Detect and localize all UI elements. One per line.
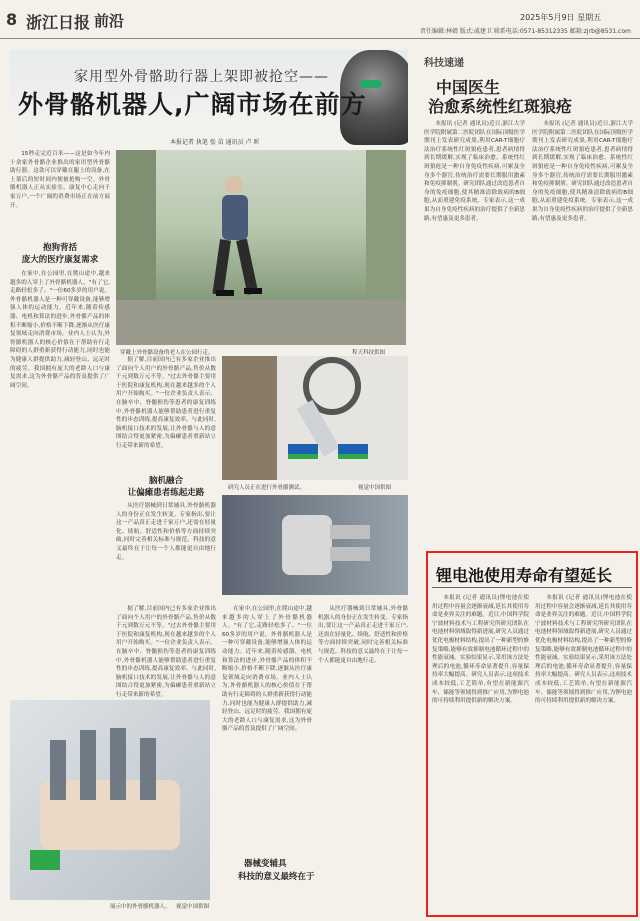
paper-name: 浙江日报: [26, 13, 91, 32]
lead-column-4: 在家中,在公园里,在爬山途中,越来越多的人穿上了外骨骼机器人。"有了它,走路轻松多了。"一位60多岁的用户说。外骨骼机器人是一种可穿戴设备,能够增强人体的运动能力。近年来,随着传感器、电机和算法的进步,外骨骼产品的体积不断缩小,价格不断下降,逐渐从医疗康复领域走向消费市场。业内人士认为,外骨骼机器人的核心价值在于帮助有行走障碍的人群重新获得行动能力,同时也能为健康人群提供助力,减轻登山、远足时的疲劳。我国拥有庞大的老龄人口与康复需求,这为外骨骼产品的普及提供了广阔空间。: [222, 606, 312, 733]
elderly-walking-photo: [116, 150, 406, 345]
lab-test-photo: [222, 356, 408, 480]
subhead-1: 抱狗背括: [42, 243, 77, 253]
caption-credit-1: 程天科技供图: [352, 350, 386, 356]
section-label: 科技速递: [424, 58, 464, 69]
lead-headline: 外骨骼机器人,广阔市场在前方: [18, 90, 367, 119]
story2-title-line1: 中国医生: [436, 78, 501, 97]
caption-1: 穿戴上外骨骼设备的老人在公园行走。: [120, 350, 214, 356]
section-name: 前沿: [94, 12, 125, 30]
editor-credits: 责任编辑:林婧 版式:戚建卫 联系电话:0571-85312335 邮箱:zjrb@8531.com: [420, 28, 631, 35]
robot-hand-icon: [222, 495, 408, 595]
page-number: 8: [6, 10, 18, 29]
walking-figure-icon: [116, 150, 406, 345]
masthead: [0, 0, 640, 39]
story2-body-col2: 本报讯 (记者 通讯员)近日,浙江大学医学院附属第二医院团队在国际顶级医学期刊上发表研究成果,利用CAR-T细胞疗法治疗系统性红斑狼疮患者,患者病情得到长期缓解,实现了临床治愈。系统性红斑狼疮是一种自身免疫性疾病,可累及全身多个器官,传统治疗需要长期服用激素和免疫抑制剂。研究团队通过改造患者自身的免疫细胞,使其精准清除致病的B细胞,从而重建免疫系统。专家表示,这一成果为自身免疫性疾病的治疗提供了全新思路,有望惠及更多患者。: [532, 121, 633, 222]
caption-credit-2: 视觉中国供图: [358, 485, 392, 491]
subhead-4: 让偏瘫患者练起走路: [127, 488, 205, 498]
subhead-3: 脑机融合: [148, 476, 183, 486]
caption-credit-3: 视觉中国供图: [176, 904, 210, 910]
lead-byline: 本报记者 执笔 张 苗 通讯员 卢 昕: [170, 139, 260, 146]
story2-title-line2: 治愈系统性红斑狼疮: [428, 97, 573, 116]
subhead-5: 器械变辅具: [244, 859, 287, 869]
lead-intro: 15秒走完近百米——这是如今年内十余家外骨骼企业推出的家用型外骨骼助行器。这款可以穿戴在腿上的设备,在上架后的短时间内便被抢购一空。外骨骼机器人正从实验室、康复中心走向千家万户,一个广阔的消费市场正在前方展开。: [10, 151, 110, 209]
gripper-photo: [222, 495, 408, 595]
exo-hand-photo: [10, 700, 210, 900]
subhead-2: 庞大的医疗康复需求: [21, 255, 99, 265]
lead-column-5: 从医疗器械到日常辅具,外骨骼机器人的身份正在发生转变。专家指出,要让这一产品真正走进千家万户,还需在轻量化、续航、舒适性和价格等方面持续突破,同时完善相关标准与规范。科技的意义最终在于让每一个人都能更自由地行走。: [318, 606, 408, 664]
lead-subtitle: 家用型外骨骼助行器上架即被抢空——: [74, 69, 329, 85]
lead-column-2b: 从医疗器械到日常辅具,外骨骼机器人的身份正在发生转变。专家指出,要让这一产品真正走进千家万户,还需在轻量化、续航、舒适性和价格等方面持续突破,同时完善相关标准与规范。科技的意义最终在于让每一个人都能更自由地行走。: [116, 503, 216, 561]
story3-body-col2: 本报讯 (记者 通讯员)锂电池在使用过程中容量会逐渐衰减,延长其使用寿命是业界关注的难题。近日,中国科学院宁波材料技术与工程研究所研究团队在电池材料领域取得新进展,研究人员通过优化电极材料结构,提出了一种新型的修复策略,能够有效抑制电池循环过程中的性能衰减。实验结果显示,采用该方法处理后的电池,循环寿命显著提升,容量保持率大幅提高。研究人员表示,这项技术成本较低,工艺简单,有望在新能源汽车、储能等领域得到推广应用,为锂电池的可持续利用提供新的解决方案。: [535, 595, 632, 705]
lead-column-2: 据了解,目前国内已有多家企业推出了面向个人用户的外骨骼产品,售价从数千元到数万元不等。"过去外骨骼主要用于医院和康复机构,现在越来越多的个人用户开始购买。"一位企业负责人表示。在脑卒中、脊髓损伤等患者的康复训练中,外骨骼机器人能够帮助患者进行重复性的步态训练,提高康复效率。与此同时,脑机接口技术的发展,让外骨骼与人的意图结合得更加紧密,为偏瘫患者重新站立行走带来新的希望。: [116, 357, 216, 449]
lead-column-1: 在家中,在公园里,在爬山途中,越来越多的人穿上了外骨骼机器人。"有了它,走路轻松多了。"一位60多岁的用户说。外骨骼机器人是一种可穿戴设备,能够增强人体的运动能力。近年来,随着传感器、电机和算法的进步,外骨骼产品的体积不断缩小,价格不断下降,逐渐从医疗康复领域走向消费市场。业内人士认为,外骨骼机器人的核心价值在于帮助有行走障碍的人群重新获得行动能力,同时也能为健康人群提供助力,减轻登山、远足时的疲劳。我国拥有庞大的老龄人口与康复需求,这为外骨骼产品的普及提供了广阔空间。: [10, 271, 110, 389]
story2-body-col1: 本报讯 (记者 通讯员)近日,浙江大学医学院附属第二医院团队在国际顶级医学期刊上发表研究成果,利用CAR-T细胞疗法治疗系统性红斑狼疮患者,患者病情得到长期缓解,实现了临床治愈。系统性红斑狼疮是一种自身免疫性疾病,可累及全身多个器官,传统治疗需要长期服用激素和免疫抑制剂。研究团队通过改造患者自身的免疫细胞,使其精准清除致病的B细胞,从而重建免疫系统。专家表示,这一成果为自身免疫性疾病的治疗提供了全新思路,有望惠及更多患者。: [424, 121, 525, 222]
caption-2: 研究人员正在进行外骨骼测试。: [228, 485, 306, 491]
subhead-6: 科技的意义最终在于: [238, 872, 315, 882]
caption-3: 展示中的外骨骼机器人。: [110, 904, 171, 910]
issue-date: 2025年5月9日 星期五: [520, 13, 602, 22]
story3-title: 锂电池使用寿命有望延长: [436, 566, 613, 585]
exoskeleton-leg-icon: [222, 356, 408, 480]
mechanical-hand-icon: [10, 700, 210, 900]
story3-body-col1: 本报讯 (记者 通讯员)锂电池在使用过程中容量会逐渐衰减,延长其使用寿命是业界关注的难题。近日,中国科学院宁波材料技术与工程研究所研究团队在电池材料领域取得新进展,研究人员通过优化电极材料结构,提出了一种新型的修复策略,能够有效抑制电池循环过程中的性能衰减。实验结果显示,采用该方法处理后的电池,循环寿命显著提升,容量保持率大幅提高。研究人员表示,这项技术成本较低,工艺简单,有望在新能源汽车、储能等领域得到推广应用,为锂电池的可持续利用提供新的解决方案。: [432, 595, 529, 705]
title-divider: [432, 587, 632, 588]
lead-column-3: 据了解,目前国内已有多家企业推出了面向个人用户的外骨骼产品,售价从数千元到数万元不等。"过去外骨骼主要用于医院和康复机构,现在越来越多的个人用户开始购买。"一位企业负责人表示。在脑卒中、脊髓损伤等患者的康复训练中,外骨骼机器人能够帮助患者进行重复性的步态训练,提高康复效率。与此同时,脑机接口技术的发展,让外骨骼与人的意图结合得更加紧密,为偏瘫患者重新站立行走带来新的希望。: [116, 606, 216, 698]
